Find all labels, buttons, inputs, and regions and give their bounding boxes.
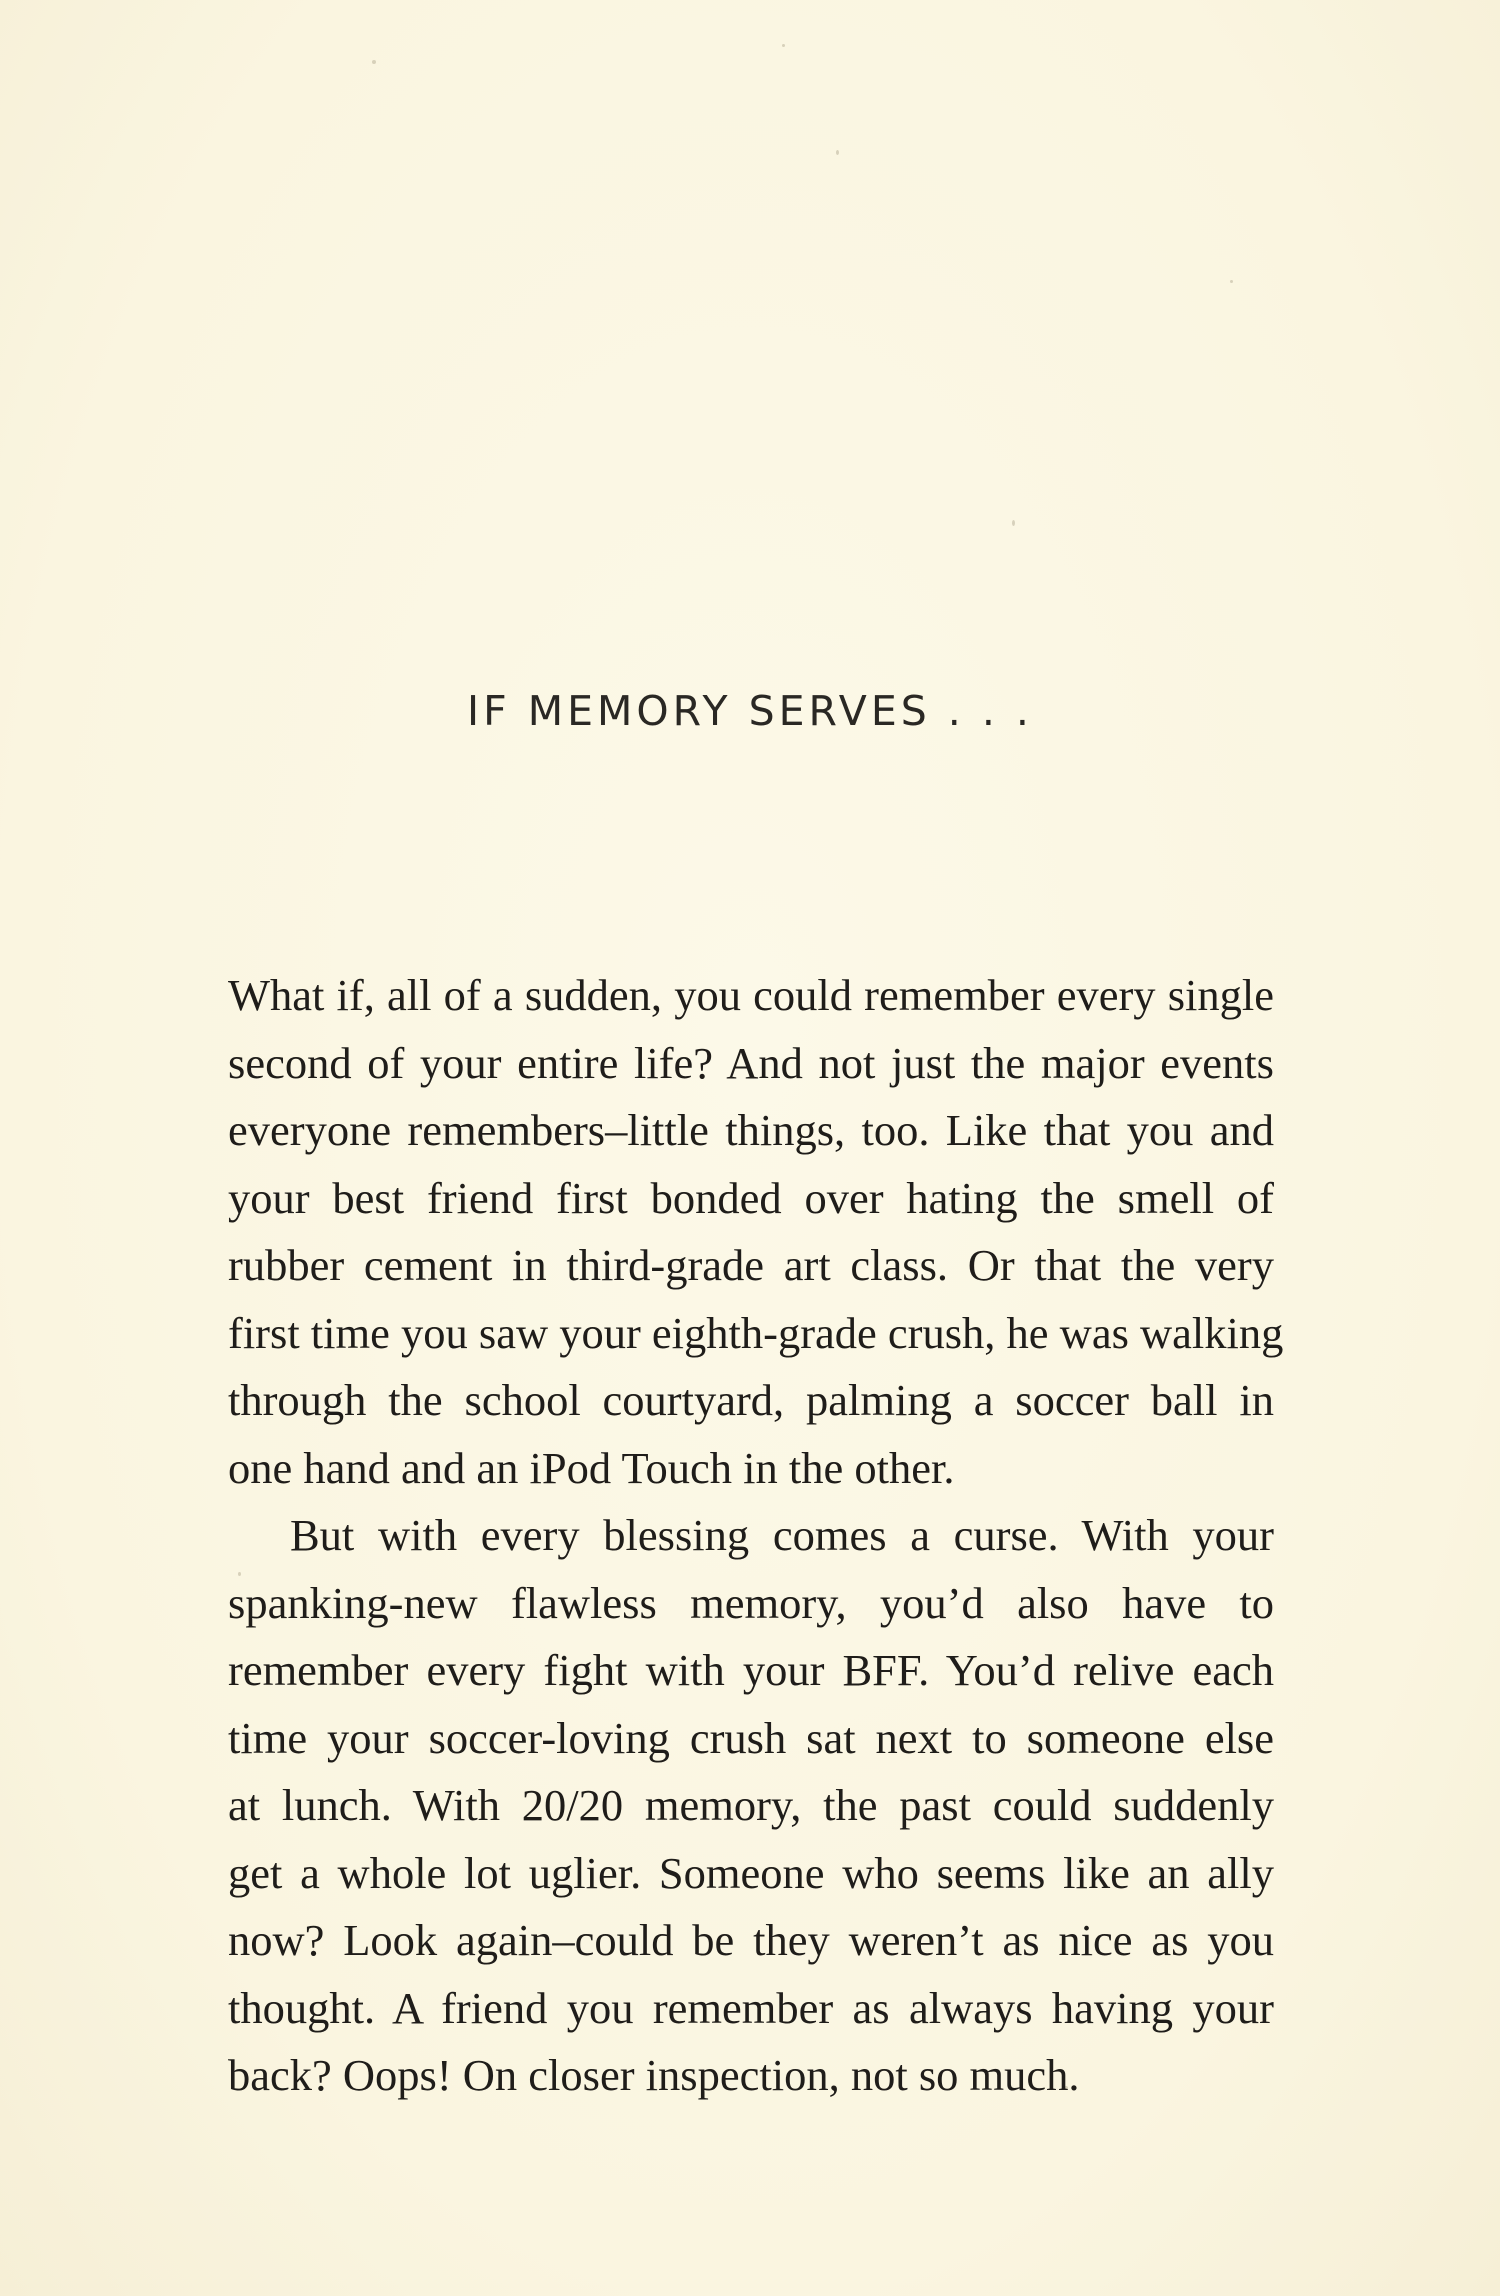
text-line: now? Look again–could be they weren’t as nice as you (228, 1915, 1274, 1965)
paragraph-1 (228, 962, 1284, 1502)
text-line: rubber cement in third-grade art class. Or that the very (228, 1240, 1274, 1290)
text-line: get a whole lot uglier. Someone who seems like an ally (228, 1847, 1274, 1898)
text-line: thought. A friend you remember as always having your (228, 1982, 1274, 2033)
text-line: everyone remembers–little things, too. Like that you and (228, 1105, 1274, 1155)
paper-speck (372, 60, 376, 64)
text-line: first time you saw your eighth-grade crush, he was walking (228, 1307, 1284, 1358)
body-text (228, 962, 1284, 2110)
paragraph-2 (228, 1502, 1274, 2110)
text-line: second of your entire life? And not just the major events (228, 1037, 1274, 1088)
paper-speck (836, 150, 839, 155)
text-line: your best friend first bonded over hating the smell of (228, 1172, 1274, 1223)
text-line: But with every blessing comes a curse. With your (290, 1510, 1274, 1560)
text-line: time your soccer-loving crush sat next to someone else (228, 1712, 1274, 1763)
text-line: one hand and an iPod Touch in the other. (228, 1442, 955, 1493)
paper-speck (1012, 520, 1015, 526)
text-line: spanking-new flawless memory, you’d also have to (228, 1577, 1274, 1628)
chapter-heading: IF MEMORY SERVES . . . (467, 687, 1033, 736)
paper-speck (1230, 280, 1233, 283)
text-line: through the school courtyard, palming a soccer ball in (228, 1375, 1274, 1425)
text-line: remember every fight with your BFF. You’d relive each (228, 1645, 1274, 1695)
paper-speck (782, 44, 785, 47)
text-line: at lunch. With 20/20 memory, the past could suddenly (228, 1780, 1274, 1830)
text-line: back? Oops! On closer inspection, not so much. (228, 2050, 1080, 2100)
text-line: What if, all of a sudden, you could remember every single (228, 970, 1274, 1020)
